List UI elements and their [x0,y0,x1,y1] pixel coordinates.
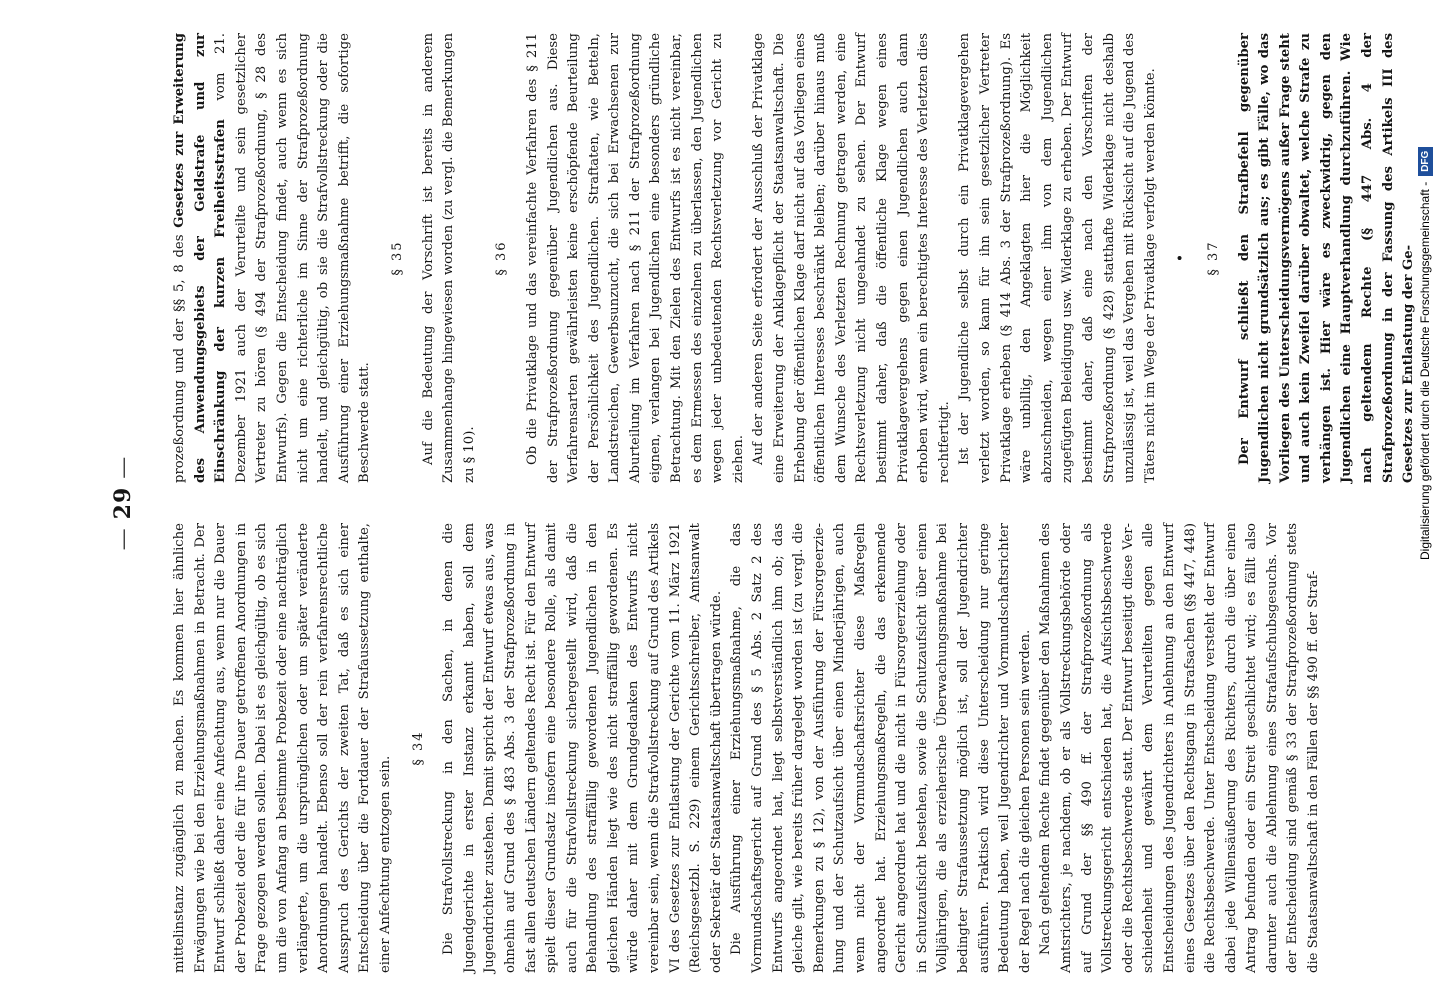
left-paragraph-2: Die Strafvollstreckung in den Sachen, in denen die Jugendgerichte in erster Instanz erkannt haben, soll dem Jugendrichter zustehen. Damit spricht der Entwurf etwas aus, was ohnehin auf Grund des § 483 Abs. 3 der Strafprozeßordnung in fast allen deutschen Ländern geltendes Recht ist. Für den Entwurf spielt dieser Grundsatz insofern eine besondere Rolle, als damit auch für die Strafvollstreckung sichergestellt wird, daß die Behandlung des straffällig gewordenen Jugendlichen in den gleichen Händen liegt wie des nicht straffällig gewordenen. Es würde daher mit dem Grundgedanken des Entwurfs nicht vereinbar sein, wenn die Strafvollstreckung auf Grund des Artikels VI des Gesetzes zur Entlastung der Gerichte vom 11. März 1921 (Reichsgesetzbl. S. 229) einem Gerichtsschreiber, Amtsanwalt oder Sekretär der Staatsanwaltschaft übertragen würde. [441,523,724,973]
dfg-logo: DFG [1418,147,1433,176]
left-paragraph-3: Die Ausführung einer Erziehungsmaßnahme, die das Vormundschaftsgericht auf Grund des § 5 Abs. 2 Satz 2 des Entwurfs angeordnet hat, liegt selbstverständlich ihm ob; das gleiche gilt, wie bereits früher dargelegt worden ist (zu vergl. die Bemerkungen zu § 12), von der Ausführung der Fürsorgeerziehung und der Schutzaufsicht über einen Minderjährigen, auch wenn nicht der Vormundschaftsrichter diese Maßregeln angeordnet hat. Erziehungsmaßregeln, die das erkennende Gericht angeordnet hat und die nicht in Fürsorgeerziehung oder in Schutzaufsicht bestehen, sowie die Schutzaufsicht über einen Volljährigen, die als erzieherische Überwachungsmaßnahme bei bedingter Strafaussetzung möglich ist, soll der Jugendrichter ausführen. Praktisch wird diese Unterscheidung nur geringe Bedeutung haben, weil Jugendrichter und Vormundschaftsrichter der Regel nach die gleichen Personen sein werden. [729,523,1033,973]
left-column [170,523,1322,973]
page-number-dash-left: — [111,519,136,551]
digitization-credit: Digitalisierung gefördert durch die Deutsche Forschungsgemeinschaft - [1418,181,1432,560]
section-heading-36: § 36 [494,240,510,276]
page-number-dash-right: — [111,455,136,487]
digitization-credit-line [1402,0,1434,560]
right-paragraph-4: Auf der anderen Seite erfordert der Ausschluß der Privatklage eine Erweiterung der Anklagepflicht der Staatsanwaltschaft. Die Erhebung der öffentlichen Klage darf nicht auf das Vorliegen eines öffentlichen Interesses beschränkt bleiben; darüber hinaus muß dem Wunsche des Verletzten Rechnung getragen werden, eine Rechtsverletzung nicht ungeahndet zu sehen. Der Entwurf bestimmt daher, daß die öffentliche Klage wegen eines Privatklagevergehens gegen einen Jugendlichen auch dann erhoben wird, wenn ein berechtigtes Interesse des Verletzten dies rechtfertigt. [751,33,952,483]
left-paragraph-1: mittelinstanz zugänglich zu machen. Es kommen hier ähnliche Erwägungen wie bei den Erziehungsmaßnahmen in Betracht. Der Entwurf schließt daher eine Anfechtung aus, wenn nur die Dauer der Probezeit oder die für ihre Dauer getroffenen Anordnungen in Frage gezogen werden sollen. Dabei ist es gleichgültig, ob es sich um die von Anfang an bestimmte Probezeit oder eine nachträglich verlängerte, um die ursprünglichen oder um später veränderte Anordnungen handelt. Ebenso soll der rein verfahrensrechtliche Ausspruch des Gerichts der zweiten Tat, daß es sich einer Entscheidung über die Fortdauer der Strafaussetzung enthalte, einer Anfechtung entzogen sein. [172,523,393,973]
section-heading-37: § 37 [1205,240,1221,276]
right-paragraph-1-pre: prozeßordnung und der §§ 5, 8 des [172,227,187,483]
page-header [110,18,150,988]
right-paragraph-6: Der Entwurf schließt den Strafbefehl gegenüber Jugendlichen nicht grundsätzlich aus; es gibt Fälle, wo das Vorliegen des Unterscheidungsvermögens außer Frage steht und auch kein Zweifel darüber obwaltet, welche Strafe zu verhängen ist. Hier wäre es zweckwidrig, gegen den Jugendlichen eine Hauptverhandlung durchzuführen. Wie nach geltendem Rechte (§ 447 Abs. 4 der Strafprozeßordnung in der Fassung des Artikels III des Gesetzes zur Entlastung der Ge- [1236,33,1417,483]
page-number: 29 [110,486,136,520]
right-column [170,33,1417,483]
left-paragraph-4: Nach geltendem Rechte findet gegenüber den Maßnahmen des Amtsrichters, je nachdem, ob er als Vollstreckungsbehörde oder auf Grund der §§ 490 ff. der Strafprozeßordnung als Vollstreckungsgericht entschieden hat, die Aufsichtsbeschwerde oder die Rechtsbeschwerde statt. Der Entwurf beseitigt diese Verschiedenheit und gewährt dem Verurteilten gegen alle Entscheidungen des Jugendrichters in Anlehnung an den Entwurf eines Gesetzes über den Rechtsgang in Strafsachen (§§ 447, 448) die Rechtsbeschwerde. Unter Entscheidung versteht der Entwurf dabei jede Willensäußerung des Richters, durch die über einen Antrag befunden oder ein Streit geschlichtet wird; es fällt also darunter auch die Ablehnung eines Strafaufschubsgesuchs. Vor der Entscheidung sind gemäß § 33 der Strafprozeßordnung stets die Staatsanwaltschaft in den Fällen der §§ 490 ff. der Straf- [1038,523,1322,973]
right-paragraph-1-post: vom 21. Dezember 1921 auch der Verurteilte und sein gesetzlicher Vertreter zu hören (§ 494 der Strafprozeßordnung, § 28 des Entwurfs). Gegen die Entscheidung findet, auch wenn es sich nicht um eine richterliche im Sinne der Strafprozeßordnung handelt, und gleichgültig, ob sie die Strafvollstreckung oder die Ausführung einer Erziehungsmaßnahme betrifft, die sofortige Beschwerde statt. [213,33,373,483]
right-paragraph-1 [170,33,376,483]
right-paragraph-2: Auf die Bedeutung der Vorschrift ist bereits in anderem Zusammenhange hingewiesen worden (zu vergl. die Bemerkungen zu § 10). [420,33,477,483]
page-content [110,18,1417,988]
section-heading-34: § 34 [410,730,426,766]
digitization-sidebar [1388,0,1434,1000]
section-bullet: • [1173,253,1190,263]
section-heading-35: § 35 [389,240,405,276]
rotated-page [110,18,1417,988]
law-title-bold: Gesetzes zur Erweiterung des Anwendungsgebiets der Geldstrafe und zur Einschränkung der kurzen Freiheitsstrafen [172,33,229,483]
right-paragraph-5: Ist der Jugendliche selbst durch ein Privatklagevergehen verletzt worden, so kann für ihn sein gesetzlicher Vertreter Privatklage erheben (§ 414 Abs. 3 der Strafprozeßordnung). Es wäre unbillig, den Angeklagten hier die Möglichkeit abzuschneiden, wegen einer ihm von dem Jugendlichen zugefügten Beleidigung usw. Widerklage zu erheben. Der Entwurf bestimmt daher, daß eine nach den Vorschriften der Strafprozeßordnung (§ 428) statthafte Widerklage nicht deshalb unzulässig ist, weil das Vergehen mit Rücksicht auf die Jugend des Täters nicht im Wege der Privatklage verfolgt werden könnte. [957,33,1158,483]
right-paragraph-3: Ob die Privatklage und das vereinfachte Verfahren des § 211 der Strafprozeßordnung gegenüber Jugendlichen aus. Diese Verfahrensarten gewährleisten keine erschöpfende Beurteilung der Persönlichkeit des Jugendlichen. Straftaten, wie Betteln, Landstreichen, Gewerbsunzucht, die sich bei Erwachsenen zur Aburteilung im Verfahren nach § 211 der Strafprozeßordnung eignen, verlangen bei Jugendlichen eine besonders gründliche Betrachtung. Mit den Zielen des Entwurfs ist es nicht vereinbar, es dem Ermessen des einzelnen zu überlassen, den Jugendlichen wegen jeder unbedeutenden Rechtsverletzung vor Gericht zu ziehen. [524,33,746,483]
